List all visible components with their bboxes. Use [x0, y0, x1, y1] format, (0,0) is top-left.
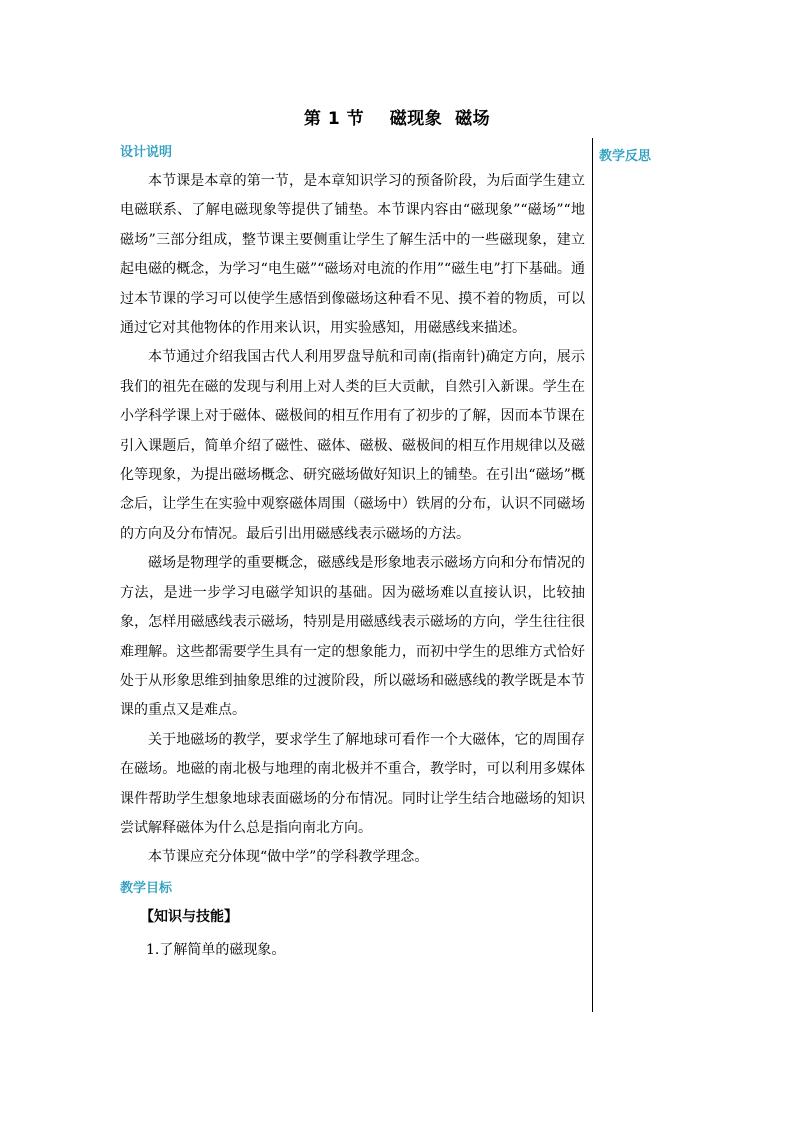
goal-item: 1.了解简单的磁现象。	[146, 941, 286, 958]
knowledge-skills-subheading: 【知识与技能】	[140, 908, 238, 925]
main-column	[120, 143, 585, 965]
design-paragraph: 本节通过介绍我国古代人利用罗盘导航和司南(指南针)确定方向，展示我们的祖先在磁的发现与利用上对人类的巨大贡献，自然引入新课。学生在小学科学课上对于磁体、磁极间的相互作用有了初步的了解，因而本节课在引入课题后，简单介绍了磁性、磁体、磁极、磁极间的相互作用规律以及磁化等现象，为提出磁场概念、研究磁场做好知识上的铺垫。在引出“磁场”概念后，让学生在实验中观察磁体周围（磁场中）铁屑的分布，认识不同磁场的方向及分布情况。最后引出用磁感线表示磁场的方法。	[120, 349, 585, 542]
column-divider	[592, 138, 593, 1012]
design-paragraph: 关于地磁场的教学，要求学生了解地球可看作一个大磁体，它的周围存在磁场。地磁的南北极与地理的南北极并不重合，教学时，可以利用多媒体课件帮助学生想象地球表面磁场的分布情况。同时让学生结合地磁场的知识尝试解释磁体为什么总是指向南北方向。	[120, 731, 585, 836]
design-paragraph: 本节课是本章的第一节，是本章知识学习的预备阶段，为后面学生建立电磁联系、了解电磁现象等提供了铺垫。本节课内容由“磁现象”“磁场”“地磁场”三部分组成，整节课主要侧重让学生了解生活中的一些磁现象，建立起电磁的概念，为学习“电生磁”“磁场对电流的作用”“磁生电”打下基础。通过本节课的学习可以使学生感悟到像磁场这种看不见、摸不着的物质，可以通过它对其他物体的作用来认识，用实验感知，用磁感线来描述。	[120, 173, 585, 337]
reflection-heading: 教学反思	[599, 149, 652, 164]
page-title: 第 1 节 磁现象 磁场	[303, 109, 491, 129]
design-paragraph: 磁场是物理学的重要概念，磁感线是形象地表示磁场方向和分布情况的方法，是进一步学习电磁学知识的基础。因为磁场难以直接认识，比较抽象，怎样用磁感线表示磁场，特别是用磁感线表示磁场的方向，学生往往很难理解。这些都需要学生具有一定的想象能力，而初中学生的思维方式恰好处于从形象思维到抽象思维的过渡阶段，所以磁场和磁感线的教学既是本节课的重点又是难点。	[120, 555, 585, 719]
design-paragraph: 本节课应充分体现“做中学”的学科教学理念。	[148, 849, 429, 866]
teaching-goals-heading: 教学目标	[120, 880, 173, 896]
design-notes-heading: 设计说明	[120, 145, 173, 160]
